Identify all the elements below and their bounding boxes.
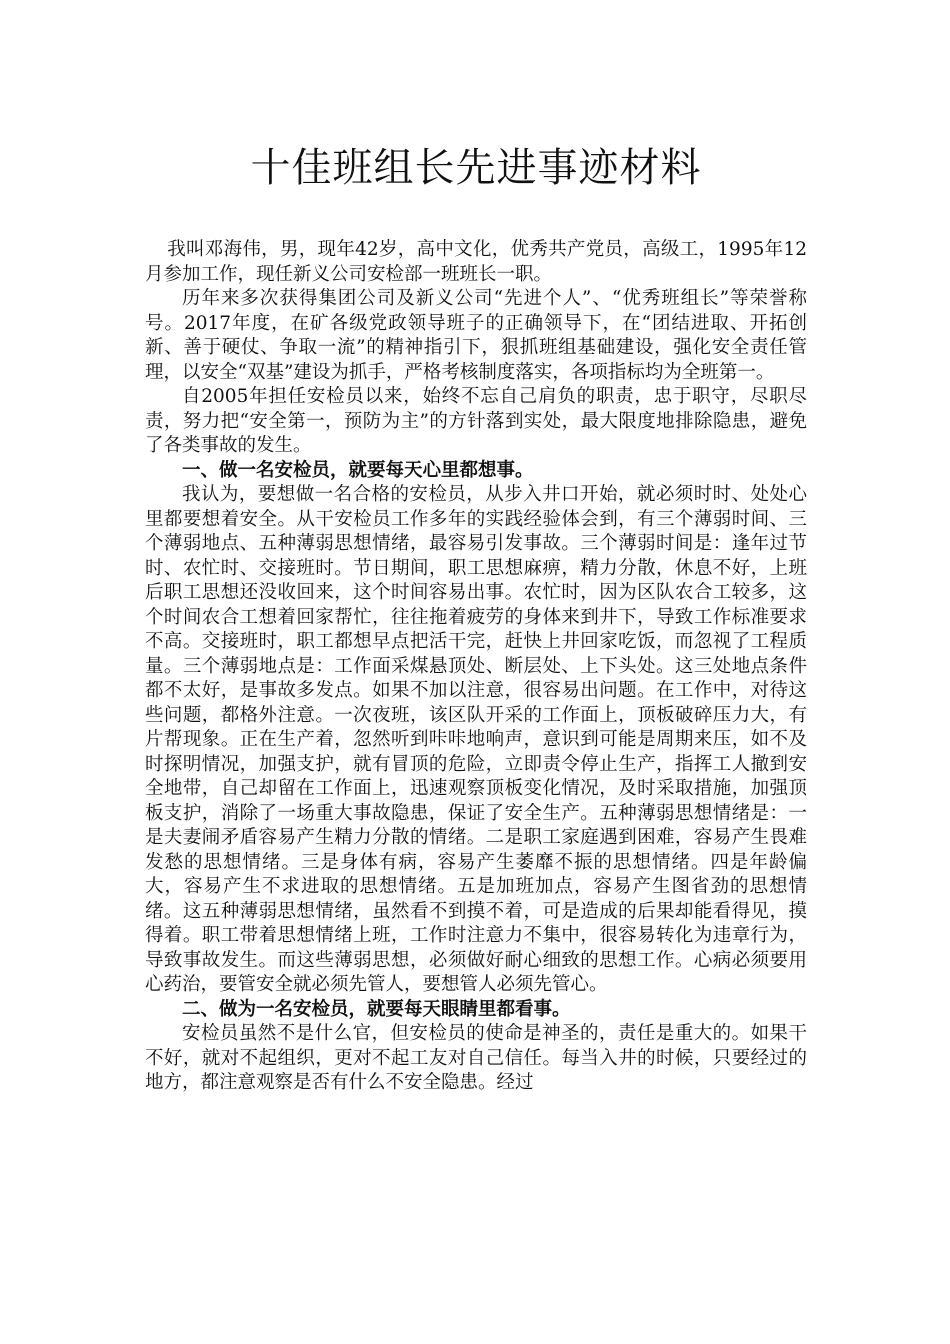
paragraph-honors: 历年来多次获得集团公司及新义公司“先进个人”、“优秀班组长”等荣誉称号。2017年度，在矿各级党政领导班子的正确领导下，在“团结进取、开拓创新、善于硬仗、争取一流”的精神指引下，狠抓班组基础建设，强化安全责任管理，以安全“双基”建设为抓手，严格考核制度落实，各项指标均为全班第一。 [145,288,807,383]
document-title: 十佳班组长先进事迹材料 [250,145,702,191]
section-heading-2: 二、做为一名安检员，就要每天眼睛里都看事。 [182,998,571,1020]
document-body [145,238,807,1096]
paragraph-intro: 我叫邓海伟，男，现年42岁，高中文化，优秀共产党员，高级工，1995年12月参加工作，现任新义公司安检部一班班长一职。 [145,239,807,285]
paragraph-section-1: 我认为，要想做一名合格的安检员，从步入井口开始，就必须时时、处处心里都要想着安全。从干安检员工作多年的实践经验体会到，有三个薄弱时间、三个薄弱地点、五种薄弱思想情绪，最容易引发事故。三个薄弱时间是：逢年过节时、农忙时、交接班时。节日期间，职工思想麻痹，精力分散，休息不好，上班后职工思想还没收回来，这个时间容易出事。农忙时，因为区队农合工较多，这个时间农合工想着回家帮忙，往往拖着疲劳的身体来到井下，导致工作标准要求不高。交接班时，职工都想早点把活干完，赶快上井回家吃饭，而忽视了工程质量。三个薄弱地点是：工作面采煤悬顶处、断层处、上下头处。这三处地点条件都不太好，是事故多发点。如果不加以注意，很容易出问题。在工作中，对待这些问题，都格外注意。一次夜班，该区队开采的工作面上，顶板破碎压力大，有片帮现象。正在生产着，忽然听到咔咔地响声，意识到可能是周期来压，如不及时探明情况，加强支护，就有冒顶的危险，立即责令停止生产，指挥工人撤到安全地带，自己却留在工作面上，迅速观察顶板变化情况，及时采取措施，加强顶板支护，消除了一场重大事故隐患，保证了安全生产。五种薄弱思想情绪是：一是夫妻闹矛盾容易产生精力分散的情绪。二是职工家庭遇到困难，容易产生畏难发愁的思想情绪。三是身体有病，容易产生萎靡不振的思想情绪。四是年龄偏大，容易产生不求进取的思想情绪。五是加班加点，容易产生图省劲的思想情绪。这五种薄弱思想情绪，虽然看不到摸不着，可是造成的后果却能看得见，摸得着。职工带着思想情绪上班，工作时注意力不集中，很容易转化为违章行为，导致事故发生。而这些薄弱思想，必须做好耐心细致的思想工作。心病必须要用心药治，要管安全就必须先管人，要想管人必须先管心。 [145,484,807,995]
paragraph-duty: 自2005年担任安检员以来，始终不忘自己肩负的职责，忠于职守，尽职尽责，努力把“安全第一，预防为主”的方针落到实处，最大限度地排除隐患，避免了各类事故的发生。 [145,386,807,456]
section-heading-1: 一、做一名安检员，就要每天心里都想事。 [182,459,534,481]
paragraph-section-2: 安检员虽然不是什么官，但安检员的使命是神圣的，责任是重大的。如果干不好，就对不起组织，更对不起工友对自己信任。每当入井的时候，只要经过的地方，都注意观察是否有什么不安全隐患。经过 [145,1023,807,1093]
document-page [145,140,807,1096]
